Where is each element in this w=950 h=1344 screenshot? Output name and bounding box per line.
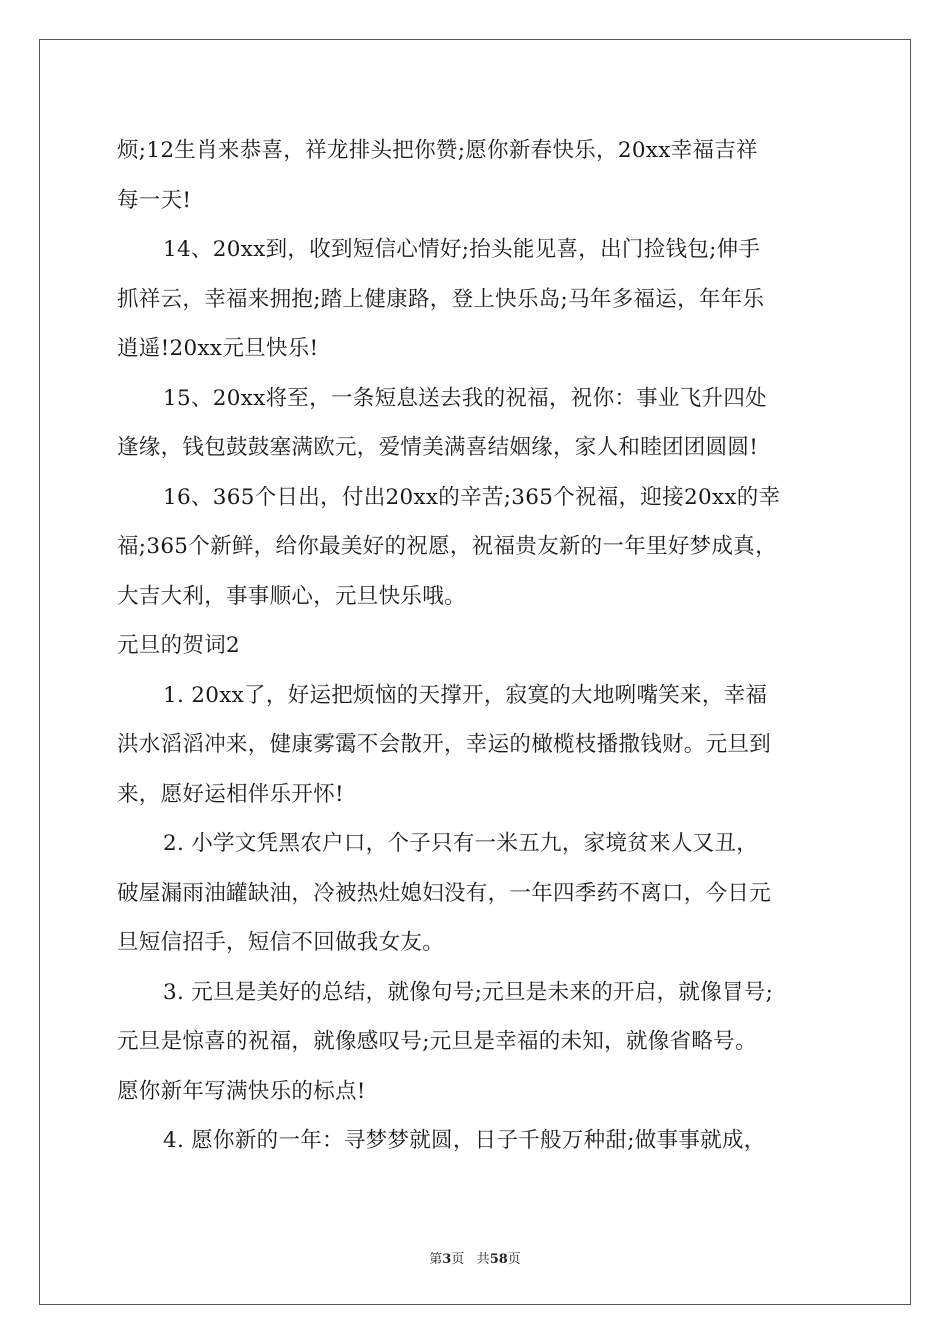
footer-total-prefix: 共 <box>476 1252 490 1267</box>
text-line: 大吉大利，事事顺心，元旦快乐哦。 <box>117 583 466 609</box>
text-line: 逢缘，钱包鼓鼓塞满欧元，爱情美满喜结姻缘，家人和睦团团圆圆! <box>117 435 759 460</box>
page-footer <box>0 1248 950 1267</box>
text-line: 烦;12生肖来恭喜，祥龙排头把你赞;愿你新春快乐，20xx幸福吉祥 <box>117 138 758 163</box>
text-line: 每一天! <box>117 187 192 213</box>
text-line: 愿你新年写满快乐的标点! <box>117 1078 366 1104</box>
footer-total-pages: 58 <box>489 1252 508 1267</box>
text-line: 元旦的贺词2 <box>117 633 240 658</box>
text-line: 15、20xx将至，一条短息送去我的祝福，祝你：事业飞升四处 <box>163 385 767 411</box>
footer-prefix: 第 <box>429 1252 443 1267</box>
text-line: 1. 20xx了，好运把烦恼的天撑开，寂寞的大地咧嘴笑来，幸福 <box>163 682 768 708</box>
text-line: 3. 元旦是美好的总结，就像句号;元旦是未来的开启，就像冒号; <box>163 979 774 1005</box>
text-line: 洪水滔滔冲来，健康雾霭不会散开，幸运的橄榄枝播撒钱财。元旦到 <box>117 732 772 757</box>
footer-page-unit: 页 <box>451 1252 465 1267</box>
footer-total-unit: 页 <box>507 1252 521 1267</box>
text-line: 14、20xx到，收到短信心情好;抬头能见喜，出门捡钱包;伸手 <box>163 237 761 262</box>
text-line: 旦短信招手，短信不回做我女友。 <box>117 930 445 955</box>
document-body <box>117 126 837 1166</box>
text-line: 16、365个日出，付出20xx的辛苦;365个祝福，迎接20xx的幸 <box>163 484 781 510</box>
footer-page-number: 3 <box>442 1252 452 1267</box>
text-line: 元旦是惊喜的祝福，就像感叹号;元旦是幸福的未知，就像省略号。 <box>117 1029 757 1054</box>
text-line: 福;365个新鲜，给你最美好的祝愿，祝福贵友新的一年里好梦成真， <box>117 534 777 559</box>
text-line: 来，愿好运相伴乐开怀! <box>117 781 344 807</box>
text-line: 4. 愿你新的一年：寻梦梦就圆，日子千般万种甜;做事事就成， <box>163 1128 766 1153</box>
text-line: 抓祥云，幸福来拥抱;踏上健康路，登上快乐岛;马年多福运，年年乐 <box>117 286 765 312</box>
text-line: 逍遥!20xx元旦快乐! <box>117 336 319 361</box>
text-line: 2. 小学文凭黑农户口，个子只有一米五九，家境贫来人又丑， <box>163 831 759 856</box>
text-line: 破屋漏雨油罐缺油，冷被热灶媳妇没有，一年四季药不离口，今日元 <box>117 880 772 906</box>
